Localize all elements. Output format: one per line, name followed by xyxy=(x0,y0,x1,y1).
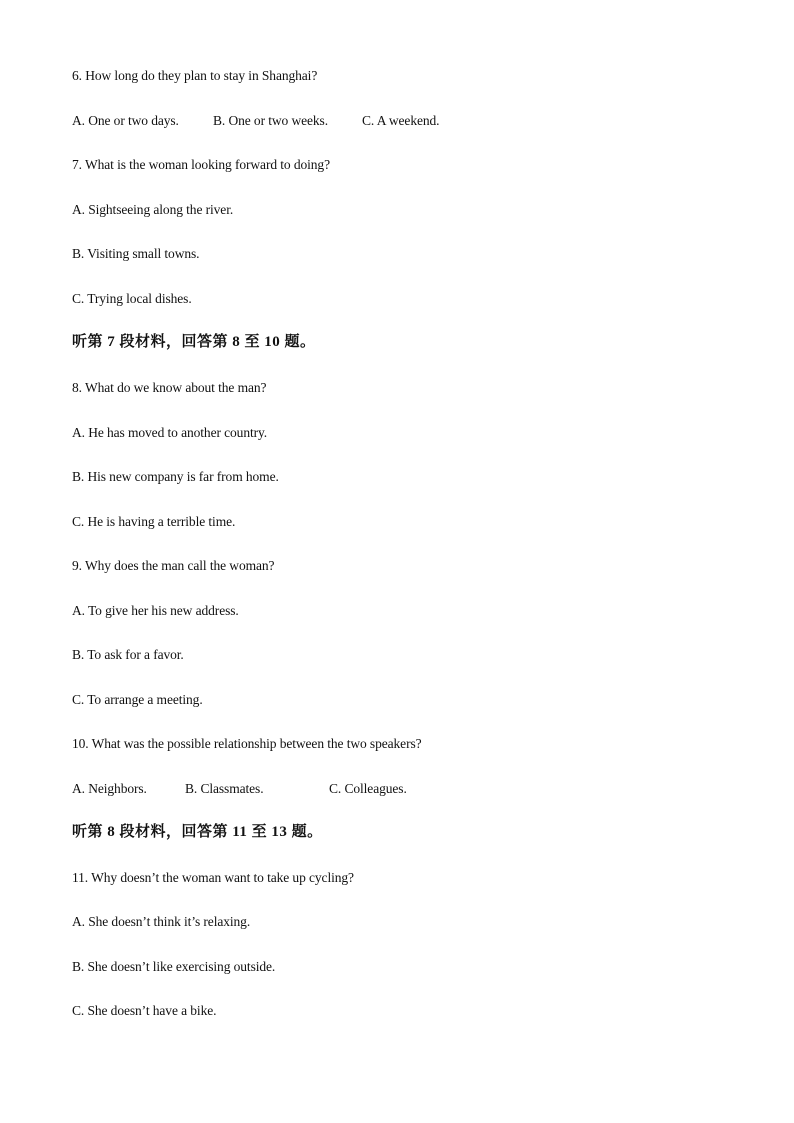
option-c: C. A weekend. xyxy=(362,113,440,128)
question-11-option-c: C. She doesn’t have a bike. xyxy=(72,1003,217,1018)
question-8-option-a: A. He has moved to another country. xyxy=(72,425,268,440)
question-7: 7. What is the woman looking forward to doing? xyxy=(72,157,330,172)
question-6: 6. How long do they plan to stay in Shanghai? xyxy=(72,68,318,83)
question-7-option-b: B. Visiting small towns. xyxy=(72,246,200,261)
question-8: 8. What do we know about the man? xyxy=(72,380,267,395)
question-9-option-c: C. To arrange a meeting. xyxy=(72,692,203,707)
question-10-options xyxy=(72,780,472,798)
option-a: A. Neighbors. xyxy=(72,781,147,796)
option-b: B. One or two weeks. xyxy=(213,113,328,128)
option-a: A. One or two days. xyxy=(72,113,179,128)
section-heading-8: 听第 8 段材料，回答第 11 至 13 题。 xyxy=(72,824,323,840)
question-11: 11. Why doesn’t the woman want to take up cycling? xyxy=(72,870,354,885)
question-9: 9. Why does the man call the woman? xyxy=(72,558,275,573)
question-11-option-a: A. She doesn’t think it’s relaxing. xyxy=(72,914,251,929)
question-7-option-c: C. Trying local dishes. xyxy=(72,291,192,306)
question-6-options xyxy=(72,112,472,130)
question-11-option-b: B. She doesn’t like exercising outside. xyxy=(72,959,276,974)
question-9-option-a: A. To give her his new address. xyxy=(72,603,239,618)
question-10: 10. What was the possible relationship between the two speakers? xyxy=(72,736,422,751)
option-b: B. Classmates. xyxy=(185,781,264,796)
question-9-option-b: B. To ask for a favor. xyxy=(72,647,184,662)
question-8-option-c: C. He is having a terrible time. xyxy=(72,514,236,529)
question-8-option-b: B. His new company is far from home. xyxy=(72,469,279,484)
question-7-option-a: A. Sightseeing along the river. xyxy=(72,202,234,217)
section-heading-7: 听第 7 段材料，回答第 8 至 10 题。 xyxy=(72,334,316,350)
option-c: C. Colleagues. xyxy=(329,781,407,796)
